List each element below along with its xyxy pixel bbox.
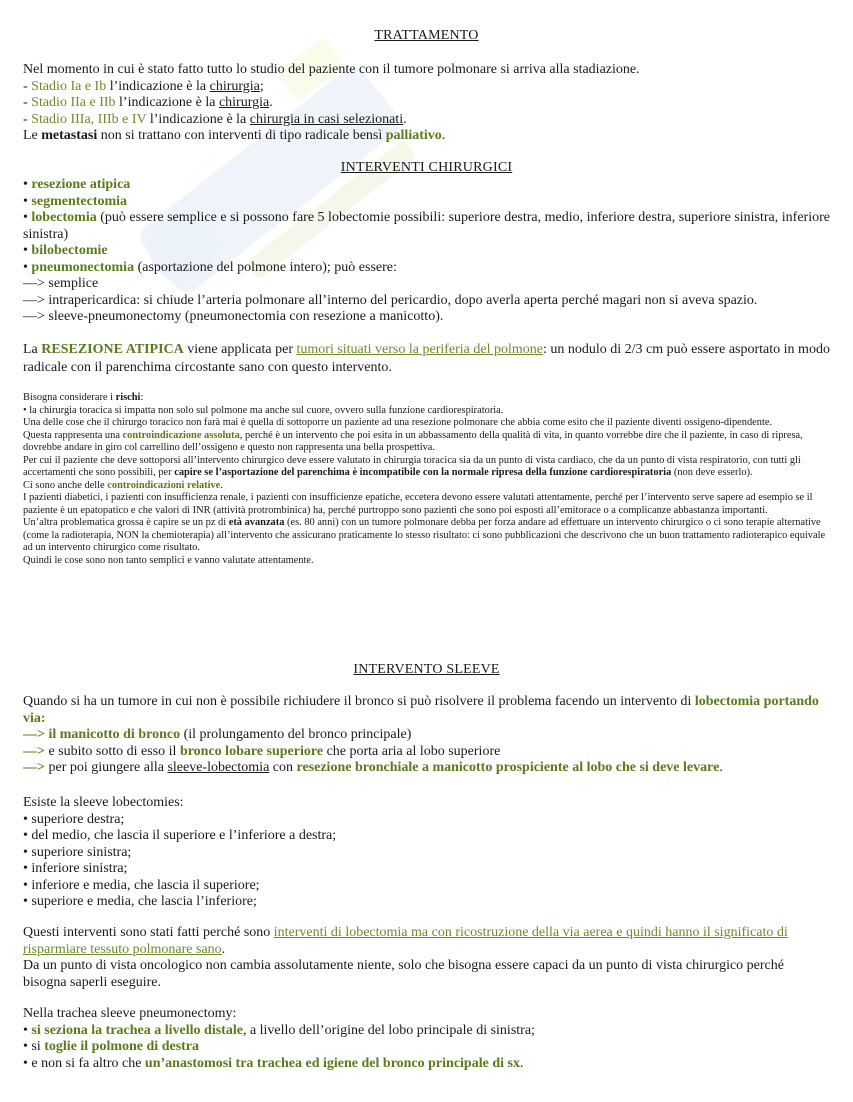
resezione-paragraph (23, 341, 831, 376)
text: Quando si ha un tumore in cui non è possibile richiudere il bronco si può risolvere il problema facendo un intervento di (23, 694, 695, 709)
list-item (23, 1039, 831, 1056)
text: . (719, 760, 723, 775)
paragraph (23, 392, 831, 405)
list-item: • inferiore e media, che lascia il superiore; (23, 877, 260, 893)
term: si seziona la trachea a livello distale (31, 1022, 243, 1038)
text: . (403, 111, 407, 127)
term: il manicotto di bronco (48, 727, 181, 742)
list-item: • superiore e media, che lascia l’inferiore; (23, 894, 257, 909)
bullet: • (23, 210, 32, 225)
sleeve-intro (23, 694, 831, 777)
list-item: • superiore sinistra; (23, 844, 132, 860)
term: lobectomia (31, 210, 97, 225)
text: (es. 80 anni) con un tumore polmonare debba per forza andare ad effettuare un intervento chirurgico o ci sono terapie alternative (come la radioterapia, NON la chemioterapia) all’intervento che assicurano praticamente lo stesso risultato: ci sono pubblicazioni che descrivono che un buon trattamento radioterapico equivale ad un intervento chirurgico come risultato. (23, 517, 826, 553)
term: controindicazioni relative (107, 479, 221, 491)
paragraph: I pazienti diabetici, i pazienti con insufficienza renale, i pazienti con insufficienze epatiche, eccetera devono essere valutati attentamente, perché per l’intervento serve sapere ad esempio se il paziente è un epatopatico e che valori di INR (attività protrombinica) ha, perché purtroppo sono pazienti che sono poi esposti all’emitorace o a complicanze abbastanza importanti. (23, 492, 813, 516)
text: (il prolungamento del bronco principale) (180, 727, 412, 742)
text: (può essere semplice e si possono fare 5 lobectomie possibili: superiore destra, medio, inferiore destra, superiore sinistra, inferiore sinistra) (23, 210, 830, 242)
bullet: • (23, 259, 32, 275)
trachea-block (23, 1006, 831, 1072)
list-item (23, 243, 831, 260)
text: Bisogna considerare i (23, 392, 116, 403)
arrow: —> (23, 727, 49, 742)
rischi-block (23, 392, 831, 567)
sub-item: —> sleeve-pneumonectomy (pneumonectomia con resezione a manicotto). (23, 309, 444, 324)
term: età avanzata (228, 517, 285, 528)
text: . (221, 941, 226, 957)
term: metastasi (41, 128, 98, 143)
text: Per cui il paziente che deve sottoporsi all’intervento chirurgico deve essere valutato in chirurgia toracica sia da un punto di vista cardiaco, che da un punto di vista respiratorio, con tutti gli accertamenti che sono possibili, per (23, 454, 801, 478)
section-title-trattamento: TRATTAMENTO (374, 28, 479, 43)
text: Le (23, 128, 42, 143)
paragraph: Quindi le cose sono non tanto semplici e vanno valutate attentamente. (23, 554, 314, 566)
text: , perché è un intervento che poi esita in un abbassamento della qualità di vita, in quanto vorrebbe dire che il paziente, in caso di ripresa, dovrebbe andare in giro col carrellino dell’ossigeno e questo non rappresenta una bella prospettiva. (23, 429, 803, 453)
sleeve-explanation (23, 925, 831, 991)
arrow-item (23, 744, 831, 761)
text: • si (23, 1039, 45, 1054)
text: ; (259, 78, 264, 94)
term: palliativo (385, 128, 442, 143)
interventi-list (23, 177, 831, 326)
dash: - (23, 111, 32, 127)
section-title-interventi: INTERVENTI CHIRURGICI (340, 160, 513, 175)
bullet: • (23, 243, 32, 258)
text: Questa rappresenta una (23, 429, 123, 441)
stage-line-1 (23, 79, 831, 96)
text: l’indicazione è la (146, 111, 250, 127)
bullet: • (23, 1022, 32, 1038)
paragraph (23, 480, 831, 493)
term: controindicazione assoluta (122, 429, 240, 441)
sub-item: —> semplice (23, 276, 99, 291)
term: lobectomia portando via: (23, 694, 819, 726)
list-item (23, 1056, 831, 1073)
indication: chirurgia (209, 78, 260, 94)
arrow-item (23, 727, 831, 744)
paragraph (23, 455, 831, 480)
paragraph: • la chirurgia toracica si impatta non solo sul polmone ma anche sul cuore, ovvero sulla funzione cardiorespiratoria. (23, 404, 504, 416)
text: (non deve esserlo). (671, 467, 753, 478)
intro-block (23, 62, 831, 145)
sleeve-list (23, 795, 831, 911)
list-item: • inferiore sinistra; (23, 861, 128, 876)
highlight: interventi di lobectomia ma con ricostruzione della via aerea e quindi hanno il significato di risparmiare tessuto polmonare sano (23, 925, 788, 957)
text: (asportazione del polmone intero); può essere: (134, 259, 397, 275)
text: • e non si fa altro che (23, 1055, 145, 1071)
term: resezione atipica (31, 177, 131, 192)
text: . (441, 128, 446, 143)
highlight: tumori situati verso la periferia del polmone (296, 342, 543, 357)
bullet: • (23, 193, 32, 209)
term: toglie il polmone di destra (44, 1039, 200, 1054)
paragraph (23, 517, 831, 555)
text: Questi interventi sono stati fatti perché sono (23, 925, 274, 940)
text: non si trattano con interventi di tipo radicale bensì (97, 128, 386, 143)
text: : (140, 392, 144, 403)
metastasi-line (23, 128, 831, 145)
term: RESEZIONE ATIPICA (41, 342, 184, 357)
paragraph (23, 925, 831, 958)
list-item: • del medio, che lascia il superiore e l’inferiore a destra; (23, 828, 337, 843)
list-item (23, 210, 831, 243)
term: bilobectomie (31, 243, 108, 258)
sub-item: —> intrapericardica: si chiude l’arteria polmonare all’interno del pericardio, dopo averla aperta perché magari non si aveva spazio. (23, 292, 758, 308)
text: l’indicazione è la (115, 95, 219, 110)
text: Un’altra problematica grossa è capire se un pz di (23, 517, 229, 528)
list-item (23, 194, 831, 211)
dash: - (23, 78, 32, 94)
stage-label: Stadio Ia e Ib (31, 78, 107, 94)
term: segmentectomia (31, 193, 128, 209)
text: . (220, 479, 223, 491)
list-title: Esiste la sleeve lobectomies: (23, 795, 184, 810)
list-title: Nella trachea sleeve pneumonectomy: (23, 1006, 237, 1021)
text: . (269, 95, 273, 110)
text: l’indicazione è la (106, 78, 210, 94)
text: , a livello dell’origine del lobo principale di sinistra; (242, 1022, 535, 1038)
stage-line-2 (23, 95, 831, 112)
list-item (23, 260, 831, 277)
text: con (269, 760, 297, 775)
list-item (23, 177, 831, 194)
indication: chirurgia in casi selezionati (249, 111, 404, 127)
arrow: —> (23, 760, 45, 775)
arrow: —> (23, 743, 45, 759)
term: bronco lobare superiore (179, 743, 324, 759)
section-title-sleeve: INTERVENTO SLEEVE (353, 662, 500, 677)
term: rischi (115, 392, 141, 403)
text: per poi giungere alla (44, 760, 168, 775)
stage-line-3 (23, 112, 831, 129)
stage-label: Stadio IIa e IIb (31, 95, 116, 110)
text: : un nodulo di 2/3 cm può essere asportato in modo radicale con il parenchima circostante sano con questo intervento. (23, 342, 830, 375)
paragraph (23, 694, 831, 727)
text: Ci sono anche delle (23, 479, 108, 491)
dash: - (23, 95, 32, 110)
stage-label: Stadio IIIa, IIIb e IV (31, 111, 147, 127)
term: capire se l’asportazione del parenchima è incompatibile con la normale ripresa della funzione cardiorespiratoria (174, 467, 672, 478)
text: e subito sotto di esso il (44, 743, 180, 759)
intro-line: Nel momento in cui è stato fatto tutto lo studio del paziente con il tumore polmonare si arriva alla stadiazione. (23, 62, 640, 77)
text: viene applicata per (183, 342, 297, 357)
text: che porta aria al lobo superiore (323, 743, 501, 759)
text: La (23, 342, 42, 357)
term: un’anastomosi tra trachea ed igiene del bronco principale di sx (144, 1055, 520, 1071)
term: pneumonectomia (31, 259, 135, 275)
term: sleeve-lobectomia (167, 760, 270, 775)
arrow-item (23, 760, 831, 777)
paragraph (23, 430, 831, 455)
list-item (23, 1023, 831, 1040)
term: resezione bronchiale a manicotto prospiciente al lobo che si deve levare (296, 760, 720, 775)
paragraph: Una delle cose che il chirurgo toracico non farà mai è quella di sottoporre un paziente ad una resezione polmonare che abbia come esito che il paziente diventi ossigeno-dipendente. (23, 417, 773, 428)
list-item: • superiore destra; (23, 811, 125, 827)
indication: chirurgia (218, 95, 270, 110)
bullet: • (23, 177, 32, 192)
paragraph: Da un punto di vista oncologico non cambia assolutamente niente, solo che bisogna essere capaci da un punto di vista chirurgico perché bisogna saperli eseguire. (23, 958, 784, 990)
text: . (519, 1055, 524, 1071)
